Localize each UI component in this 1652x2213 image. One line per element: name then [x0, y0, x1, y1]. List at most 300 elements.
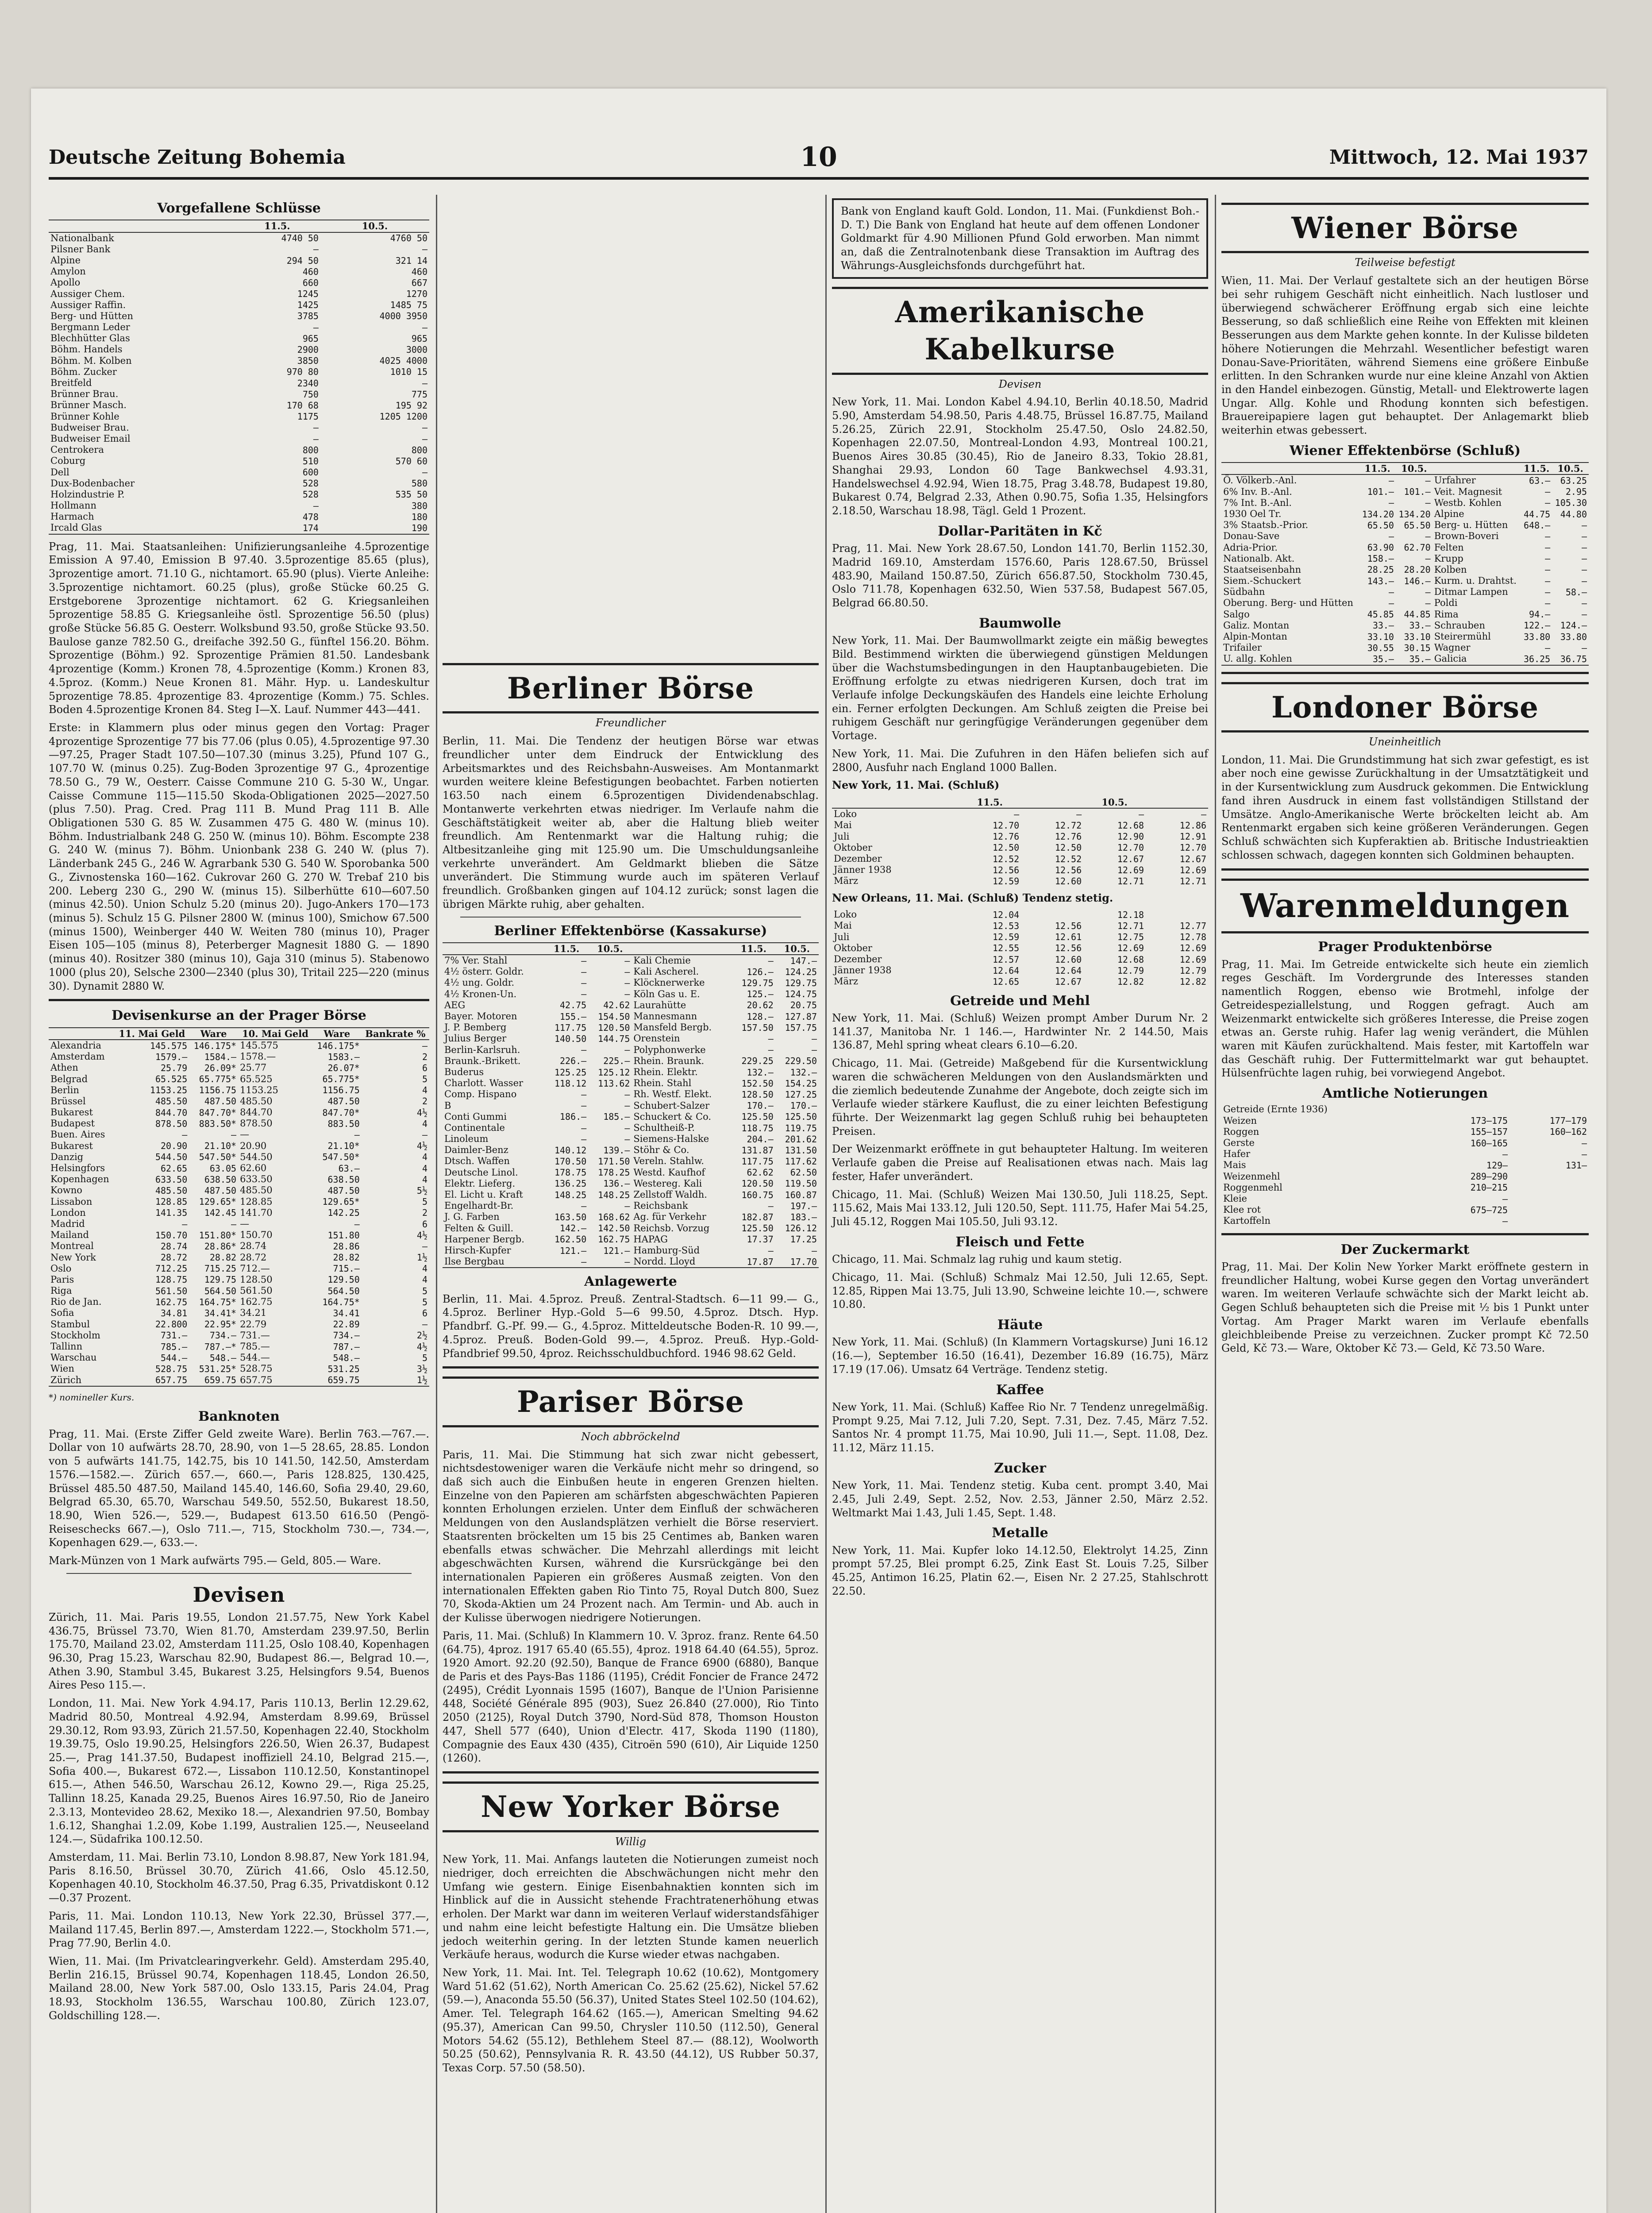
table-row [49, 1285, 429, 1296]
table-cell: Ag. für Verkehr [633, 1211, 706, 1222]
table-row [443, 1033, 819, 1044]
table-cell: 12.68 [1117, 954, 1144, 965]
table-row [443, 1223, 819, 1234]
wien-schluss-heading: Wiener Effektenbörse (Schluß) [1289, 443, 1521, 459]
table-cell: 173—175 [1470, 1115, 1508, 1126]
table-cell: — [1545, 575, 1551, 586]
table-row [1221, 575, 1589, 586]
table-cell: 485.50 [155, 1185, 188, 1196]
table-row [49, 244, 429, 255]
table-cell: 117.62 [785, 1156, 817, 1167]
table-cell: 12.75 [1117, 932, 1144, 943]
table-cell: 883.50* [199, 1118, 237, 1129]
table-cell: 6 [422, 1062, 427, 1073]
column-3 [832, 195, 1208, 1603]
table-cell: 121.— [603, 1245, 630, 1256]
table-row [832, 831, 1208, 842]
table-cell: — [1581, 642, 1587, 653]
table-cell: 148.25 [554, 1189, 587, 1200]
table-cell: Stockholm [50, 1330, 100, 1341]
table-cell: Ircald Glas [50, 522, 102, 533]
article-anlage: Berlin, 11. Mai. 4.5proz. Preuß. Zentral-Stadtsch. 6—11 99.— G., 4.5proz. Berliner Hyp.-Gold 5—6 99.50, 4.5proz. Dtsch. Hyp. Pfandbrf. G.-Pf. 99.— G., 4.5proz. Mitteldeutsche Boden-R. 10 99.—, 4.5proz. Preuß. Boden-Gold 99.—, 4.5proz. Preuß. Hyp.-Gold-Pfandbrief 99.50, 4proz. Reichsschuldbuchford. 1946 98.62 Geld. [443, 1292, 819, 1360]
table-cell: 6 [422, 1308, 427, 1319]
table-cell: Galicia [1434, 653, 1467, 664]
table-cell: — [422, 244, 427, 255]
table-cell: 2½ [416, 1330, 427, 1341]
article-devisen-amsterdam: Amsterdam, 11. Mai. Berlin 73.10, London 8.98.87, New York 181.94, Paris 8.16.50, Brüssel 30.70, Zürich 41.66, Oslo 45.12.50, Kopenhagen 40.10, Stockholm 46.37.50, Prag 6.35, Privatdiskont 0.12—0.37 Prozent. [49, 1851, 429, 1905]
table-cell: 1153.25 [240, 1084, 278, 1095]
article-zuckermarkt: Prag, 11. Mai. Der Kolin New Yorker Markt eröffnete gestern in freundlicher Haltung, wobei Kurse gegen den Vortag unverändert waren. Im weiteren Verlaufe schwächte sich der Markt leicht ab. Gegen Schluß behaupteten sich die Preise mit ½ bis 1 Punkt unter Vortag. Am Prager Markt waren im Verlaufe ebenfalls gleichbleibende Preise zu verzeichnen. Zucker prompt Kč 72.50 Geld, Kč 73.— Ware, Oktober Kč 73.— Geld, Kč 73.50 Ware. [1221, 1260, 1589, 1355]
table-cell: Blechhütter Glas [50, 333, 130, 344]
table-cell: 160—165 [1470, 1137, 1508, 1149]
table-cell: 4½ [416, 1107, 427, 1118]
table-cell: 2340 [297, 378, 319, 389]
table-row [49, 411, 429, 422]
table-cell: 131.50 [785, 1145, 817, 1156]
newyork-subtitle: Willig [615, 1835, 647, 1848]
article-paris-kurse: Paris, 11. Mai. (Schluß) In Klammern 10. V. 3proz. franz. Rente 64.50 (64.75), 4proz. 1917 65.40 (65.55), 4proz. 1918 64.40 (64.55), 5proz. 1920 Amort. 92.20 (92.50), Banque de France 6900 (6880), Banque de Paris et des Pays-Bas 1186 (1195), Crédit Foncier de France 2472 (2495), Crédit Lyonnais 1595 (1607), Banque de l'Union Parisienne 448, Société Générale 895 (903), Suez 26.840 (27.000), Rio Tinto 2050 (2125), Royal Dutch 3790, Nord-Süd 878, Thomson Houston 447, Shell 577 (640), Union d'Electr. 417, Skoda 1190 (1180), Compagnie des Eaux 430 (435), Citroën 590 (610), Air Liquide 1250 (1260). [443, 1629, 819, 1765]
devisen-footnote: *) nomineller Kurs. [49, 1392, 135, 1403]
table-cell: 12.69 [1117, 943, 1144, 954]
table-cell: 162.50 [554, 1234, 587, 1245]
table-cell: 178.25 [598, 1167, 630, 1178]
table-row [49, 378, 429, 389]
table-cell: Aussiger Raffin. [50, 299, 126, 310]
table-row [832, 932, 1208, 943]
table-cell: 145.575 [150, 1040, 188, 1051]
table-cell: 667 [411, 277, 427, 288]
table-cell: 5 [422, 1352, 427, 1363]
table-cell: 28.72 [161, 1252, 188, 1263]
table-cell: 12.64 [992, 965, 1020, 976]
table-cell: Oktober [834, 842, 872, 853]
table-cell: 1½ [416, 1252, 427, 1263]
table-cell: 22.800 [155, 1319, 188, 1330]
table-cell: 126.12 [785, 1223, 817, 1234]
table-cell: 12.68 [1117, 820, 1144, 831]
table-cell: 127.25 [785, 1089, 817, 1100]
table-cell: — [1545, 553, 1551, 564]
table-cell: — [624, 1256, 630, 1267]
article-haeute: New York, 11. Mai. (Schluß) (In Klammern Vortagskurse) Juni 16.12 (16.—), September 16.50 (16.41), Dezember 16.89 (16.75), März 17.19 (17.06). Umsatz 64 Verträge. Tendenz stetig. [832, 1336, 1208, 1376]
table-cell: 119.50 [785, 1178, 817, 1189]
table-cell: 128.85 [155, 1196, 188, 1207]
table-cell: 33.10 [1404, 631, 1431, 642]
table-cell: 12.79 [1179, 965, 1206, 976]
article-fleisch: Chicago, 11. Mai. Schmalz lag ruhig und kaum stetig. [832, 1253, 1122, 1266]
table-cell: 715.25 [204, 1263, 237, 1274]
table-cell: 122.— [1524, 620, 1551, 631]
table-cell: — [581, 1122, 587, 1133]
table-cell: 657.75 [240, 1374, 273, 1385]
table-cell: 478 [302, 511, 319, 522]
table-cell: Nationalb. Akt. [1223, 553, 1295, 564]
table-cell: Kowno [50, 1185, 82, 1196]
table-cell: Trifailer [1223, 642, 1262, 653]
table-cell: — [1201, 809, 1206, 820]
table-cell: 12.59 [992, 875, 1020, 887]
table-cell: 1425 [297, 300, 319, 311]
table-cell: — [1014, 809, 1020, 820]
table-cell: 12.04 [992, 909, 1020, 920]
table-cell: 129.75 [785, 978, 817, 989]
table-cell: 62.70 [1404, 542, 1431, 553]
table-cell: Poldi [1434, 598, 1458, 609]
table-cell: 22.95* [204, 1319, 237, 1330]
table-cell: Krupp [1434, 553, 1463, 564]
table-cell: Alexandria [50, 1040, 101, 1051]
table-cell: Mailand [50, 1230, 89, 1241]
table-cell: 128.50 [240, 1274, 273, 1285]
section-divider [460, 917, 801, 918]
table-row [49, 444, 429, 455]
table-cell: Westd. Kaufhof [633, 1167, 705, 1178]
table-row [49, 1319, 429, 1330]
table-cell: — [1581, 553, 1587, 564]
table-cell: 162.75 [155, 1296, 188, 1307]
table-cell: 34.21 [240, 1307, 267, 1319]
table-cell: 65.50 [1367, 520, 1394, 531]
table-row [443, 977, 819, 988]
table-cell: Alpine [50, 254, 81, 266]
table-cell: 141.70 [240, 1207, 273, 1218]
table-cell: Athen [50, 1062, 78, 1073]
table-cell: Kali Chemie [633, 955, 691, 966]
table-cell: Kopenhagen [50, 1174, 109, 1185]
table-cell: Galiz. Montan [1223, 620, 1290, 631]
table-cell: 12.70 [1117, 842, 1144, 853]
table-row [443, 1189, 819, 1200]
table-cell: — [182, 1218, 188, 1230]
table-cell: 134.20 [1398, 509, 1431, 520]
table-cell: 12.67 [1117, 853, 1144, 864]
table-cell: — [313, 433, 319, 444]
table-cell: 2 [422, 1096, 427, 1107]
table-cell: 62.65 [161, 1163, 188, 1174]
table-cell: — [768, 955, 774, 966]
table-cell: Hollmann [50, 500, 96, 511]
table-row [49, 1207, 429, 1218]
table-cell: — [1545, 497, 1551, 509]
table-cell: 1205 1200 [379, 411, 427, 422]
table-cell: 30.15 [1404, 642, 1431, 653]
table-cell: 17.37 [747, 1234, 774, 1245]
table-cell: Weizenmehl [1223, 1171, 1280, 1182]
table-cell: 113.62 [598, 1078, 630, 1089]
table-cell: — [581, 955, 587, 966]
table-cell: 7% Int. B.-Anl. [1223, 497, 1292, 508]
table-cell: — [422, 1319, 427, 1330]
section-divider [443, 1366, 819, 1369]
table-cell: 190 [411, 523, 427, 534]
column-2-spacer [443, 195, 819, 655]
table-cell: 146.175* [317, 1040, 360, 1051]
table-cell: 4740 50 [281, 233, 319, 244]
table-cell: B [444, 1100, 451, 1111]
table-cell: Berg- u. Hütten [1434, 520, 1508, 531]
table-header [1021, 797, 1083, 808]
table-cell: 2900 [297, 344, 319, 355]
getreide-heading: Getreide und Mehl [950, 993, 1090, 1009]
table-row [443, 966, 819, 977]
table-row [49, 1174, 429, 1185]
table-cell: 528 [302, 489, 319, 500]
table-row [49, 1085, 429, 1096]
table-cell: Böhm. M. Kolben [50, 355, 132, 366]
table-cell: 787.—* [204, 1341, 237, 1352]
table-cell: Schuckert & Co. [633, 1111, 712, 1122]
table-cell: 289—290 [1470, 1171, 1508, 1182]
table-cell: Berg- und Hütten [50, 310, 133, 321]
table-cell: 12.71 [1117, 875, 1144, 887]
table-cell: 182.87 [741, 1212, 774, 1223]
table-row [49, 489, 429, 500]
table-cell: 171.50 [598, 1156, 630, 1167]
table-cell: 12.79 [1117, 965, 1144, 976]
table-cell: — [422, 378, 427, 389]
table-row [49, 455, 429, 467]
table-cell: El. Licht u. Kraft [444, 1189, 523, 1200]
table-cell: 136.— [603, 1178, 630, 1189]
devisen-heading: Devisenkurse an der Prager Börse [112, 1008, 366, 1024]
table-cell: 22.79 [240, 1319, 267, 1330]
table-cell: Lissabon [50, 1196, 92, 1207]
table-header: 11.5. [234, 220, 320, 232]
table-cell: Kolben [1434, 564, 1467, 575]
table-cell: — [313, 322, 319, 333]
table-cell: 180 [411, 511, 427, 522]
table-cell: 785.— [161, 1341, 188, 1352]
table-row [49, 500, 429, 511]
table-cell: 12.60 [1055, 875, 1082, 887]
table-cell [1510, 1104, 1589, 1115]
table-row [443, 1078, 819, 1089]
article-chicago-kurse: Chicago, 11. Mai. (Schluß) Weizen Mai 130.50, Juli 118.25, Sept. 115.62, Mais Mai 133.12, Juli 120.50, Sept. 111.75, Hafer Mai 54.25, Juli 45.12, Roggen Mai 105.50, Juli 93.12. [832, 1188, 1208, 1228]
table-cell: 154.50 [598, 1011, 630, 1022]
table-cell: U. allg. Kohlen [1223, 653, 1292, 664]
table-cell: 120.50 [598, 1022, 630, 1033]
article-kaffee: New York, 11. Mai. (Schluß) Kaffee Rio Nr. 7 Tendenz unregelmäßig. Prompt 9.25, Mai 7.12, Juli 7.20, Sept. 7.31, Dez. 7.45, März 7.52. Santos Nr. 4 prompt 11.75, Mai 10.90, Juli 11.—, Sept. 11.08, Dez. 11.12, März 11.15. [832, 1400, 1208, 1454]
table-header: 10.5. [775, 943, 819, 955]
newspaper-page [31, 89, 1606, 2213]
newyork-heading: New Yorker Börse [443, 1781, 819, 1832]
table-cell: 600 [302, 467, 319, 478]
table-cell: 178.75 [554, 1167, 587, 1178]
table-cell: Böhm. Zucker [50, 366, 117, 377]
table-cell: Loko [834, 909, 857, 920]
table-row [443, 1056, 819, 1067]
table-row [443, 1156, 819, 1167]
table-cell: 170.— [790, 1100, 817, 1111]
table-cell: 12.78 [1179, 932, 1206, 943]
table-cell: — [1545, 542, 1551, 553]
table-cell: 2 [422, 1207, 427, 1218]
table-cell: 1584.— [204, 1051, 237, 1062]
table-cell: 12.86 [1179, 820, 1206, 831]
table-cell: — [1545, 586, 1551, 598]
anlage-heading: Anlagewerte [584, 1274, 677, 1290]
article-chicago: Chicago, 11. Mai. (Getreide) Maßgebend für die Kursentwicklung waren die schwächeren Meldungen von den Auslandsmärkten und die ziemlich bedeutende Zunahme der Angebote, doch zeigte sich im Verlaufe wieder stärkere Kauflust, die zu einer leichten Befestigung führte. Der Weizenmarkt lag gegen Schluß ruhig bei behaupteten Preisen. [832, 1057, 1208, 1137]
devisen2-heading: Devisen [193, 1582, 285, 1607]
table-cell: 3% Staatsb.-Prior. [1223, 520, 1309, 531]
table-cell: 544.— [161, 1352, 188, 1363]
table-cell: Schubert-Salzer [633, 1100, 710, 1111]
table-cell: — [624, 1133, 630, 1145]
table-cell: — [422, 322, 427, 333]
table-cell: 6 [422, 1218, 427, 1230]
schluesse-table [49, 220, 429, 533]
section-divider [1221, 672, 1589, 674]
table-cell: — [768, 1245, 774, 1256]
table-cell: 380 [411, 500, 427, 511]
table-cell: — [240, 1129, 250, 1140]
table-cell: Amsterdam [50, 1051, 105, 1062]
table-row [832, 954, 1208, 965]
table-cell: 548.— [333, 1352, 360, 1363]
table-cell: 226.— [560, 1056, 587, 1067]
table-cell: 151.80* [199, 1230, 237, 1241]
table-cell: 127.87 [785, 1011, 817, 1022]
paris-heading: Pariser Börse [443, 1376, 819, 1427]
table-cell: Schrauben [1434, 620, 1485, 631]
table-cell: 561.50 [240, 1285, 273, 1296]
table-cell: 675—725 [1470, 1204, 1508, 1215]
table-cell: 25.79 [161, 1062, 188, 1073]
table-cell: Brünner Brau. [50, 389, 119, 400]
table-cell [1146, 909, 1208, 920]
table-cell: 531.25 [327, 1363, 360, 1374]
table-cell: 117.75 [554, 1022, 587, 1033]
table-cell: 2 [422, 1051, 427, 1062]
table-cell: Budweiser Brau. [50, 422, 129, 433]
article-chicago2: Der Weizenmarkt eröffnete in gut behaupteter Haltung. Im weiteren Verlaufe gaben die Preise auf Realisationen etwas nach. Mais lag fester, Hafer unverändert. [832, 1143, 1208, 1183]
baumwolle-ny-table [832, 797, 1208, 887]
table-cell: — [581, 966, 587, 977]
table-cell: 33.80 [1560, 631, 1587, 642]
table-cell: 12.82 [1179, 976, 1206, 987]
table-cell: 4 [422, 1152, 427, 1163]
table-cell: — [354, 1130, 360, 1141]
table-cell: 12.69 [1179, 954, 1206, 965]
table-cell: — [313, 500, 319, 511]
table-cell: 65.775* [322, 1074, 360, 1085]
table-row [49, 467, 429, 478]
table-row [49, 1118, 429, 1129]
table-cell: Wagner [1434, 642, 1471, 653]
table-cell: 878.50 [240, 1118, 273, 1129]
table-cell: 659.75 [327, 1375, 360, 1386]
table-cell: Juli [834, 931, 850, 942]
table-header [632, 943, 732, 955]
table-cell: — [624, 1045, 630, 1056]
table-cell: 170 68 [286, 400, 319, 411]
table-cell: Madrid [50, 1218, 85, 1229]
table-header [443, 943, 545, 955]
table-cell: 128.85 [240, 1196, 273, 1207]
table-cell: HAPAG [633, 1234, 668, 1245]
effekten-table [443, 943, 819, 1267]
article-kabel: New York, 11. Mai. London Kabel 4.94.10, Berlin 40.18.50, Madrid 5.90, Amsterdam 54.98.50, Paris 4.48.75, Brüssel 16.87.75, Mailand 5.26.25, Zürich 22.91, Stockholm 25.47.50, Oslo 24.82.50, Kopenhagen 22.07.50, Montreal-London 4.93, Montreal 100.21, Buenos Aires 30.85 (30.45), Rio de Janeiro 8.33, Tokio 28.81, Shanghai 29.93, London 60 Tage Bankwechsel 4.93.31, Handelswechsel 4.92.94, Wien 18.75, Prag 3.48.78, Budapest 19.80, Bukarest 0.74, Belgrad 2.33, Athen 0.90.75, Sofia 1.35, Helsingfors 2.18.50, Warschau 18.98, Tägl. Geld 1 Prozent. [832, 396, 1208, 517]
table-cell: — [581, 989, 587, 1000]
table-cell: Rio de Jan. [50, 1296, 102, 1307]
table-row [49, 277, 429, 288]
table-cell: Buen. Aires [50, 1129, 105, 1140]
table-cell: 847.70* [322, 1107, 360, 1118]
table-cell: Centrokera [50, 444, 104, 455]
table-cell: — [581, 1256, 587, 1267]
table-row [49, 1185, 429, 1196]
table-cell: London [50, 1207, 86, 1218]
table-cell: 26.07* [327, 1062, 360, 1073]
article-devisen-london: London, 11. Mai. New York 4.94.17, Paris 110.13, Berlin 12.29.62, Madrid 80.50, Montreal 4.92.94, Amsterdam 8.99.69, Brüssel 29.30.12, Rom 93.93, Zürich 21.57.50, Kopenhagen 22.40, Stockholm 19.39.75, Oslo 19.90.25, Helsingfors 226.50, Wien 26.37, Budapest 25.—, Prag 141.37.50, Budapest inoffiziell 24.10, Belgrad 215.—, Sofia 400.—, Bukarest 672.—, Lissabon 110.12.50, Konstantinopel 615.—, Athen 546.50, Warschau 26.12, Kowno 29.—, Riga 25.25, Tallinn 18.25, Kanada 29.25, Buenos Aires 16.97.50, Rio de Janeiro 2.3.13, Montevideo 28.62, Mexiko 18.—, Alexandrien 97.50, Bombay 1.6.12, Shanghai 1.2.09, Kobe 1.199, Australien 125.—, Neuseeland 124.—, Südafrika 100.12.50. [49, 1697, 429, 1846]
effekten-heading: Berliner Effektenbörse (Kassakurse) [494, 923, 767, 939]
table-cell: 570 60 [395, 455, 427, 467]
table-cell: Amylon [50, 266, 86, 277]
table-row [1221, 509, 1589, 520]
table-row [443, 1067, 819, 1078]
table-cell: 1010 15 [390, 366, 427, 378]
table-cell: 117.75 [741, 1156, 774, 1167]
table-cell: 128.75 [155, 1274, 188, 1285]
table-cell: 4½ ung. Goldr. [444, 977, 515, 988]
table-cell: Kurm. u. Drahtst. [1434, 575, 1517, 586]
table-cell: 638.50 [204, 1174, 237, 1185]
table-cell: 1583.— [327, 1051, 360, 1062]
table-cell: Alpin-Montan [1223, 631, 1287, 642]
table-cell: 30.55 [1367, 642, 1394, 653]
table-cell: Hafer [1223, 1149, 1251, 1160]
table-row [832, 853, 1208, 864]
table-header [1146, 797, 1208, 808]
table-cell: — [231, 1130, 237, 1141]
table-cell: Urfahrer [1434, 475, 1476, 486]
table-cell: Rhein. Braunk. [633, 1055, 705, 1066]
bank-of-england-box [832, 198, 1208, 279]
table-cell: 163.50 [554, 1212, 587, 1223]
table-cell: Budapest [50, 1118, 95, 1129]
table-cell: 12.56 [1055, 921, 1082, 931]
table-cell: — [422, 1040, 427, 1051]
table-cell: — [1545, 564, 1551, 575]
table-cell: Laurahütte [633, 999, 686, 1010]
table-cell: 12.56 [992, 864, 1020, 875]
table-cell: 800 [411, 444, 427, 455]
table-row [49, 1152, 429, 1163]
metalle-heading: Metalle [992, 1525, 1048, 1541]
newspaper-name: Deutsche Zeitung Bohemia [49, 146, 346, 169]
table-row [1221, 497, 1589, 509]
table-cell: 160.87 [785, 1189, 817, 1200]
article-fleisch2: Chicago, 11. Mai. (Schluß) Schmalz Mai 12.50, Juli 12.65, Sept. 12.85, Rippen Mai 13.75, Juli 13.90, Schweine leichte 10.—, schwere 10.80. [832, 1271, 1208, 1311]
table-cell: 147.— [790, 955, 817, 966]
effekten-table-wrap [443, 942, 819, 1268]
table-cell: — [581, 1200, 587, 1211]
table-cell: Westereg. Kali [633, 1178, 702, 1189]
table-cell: 1578.— [240, 1051, 276, 1062]
table-cell: J. G. Farben [444, 1211, 500, 1222]
table-cell: 151.80 [327, 1230, 360, 1241]
table-cell: Paris [50, 1274, 74, 1285]
table-cell: 36.75 [1560, 653, 1587, 664]
table-cell: Zellstoff Waldh. [633, 1189, 707, 1200]
table-cell: 140.50 [554, 1033, 587, 1045]
table-cell: 229.50 [785, 1056, 817, 1067]
table-cell: 129.50 [327, 1274, 360, 1285]
table-cell: 544.— [240, 1352, 270, 1363]
column-2 [443, 195, 819, 2079]
table-cell: J. P. Bemberg [444, 1022, 507, 1033]
table-cell: — [581, 1133, 587, 1145]
